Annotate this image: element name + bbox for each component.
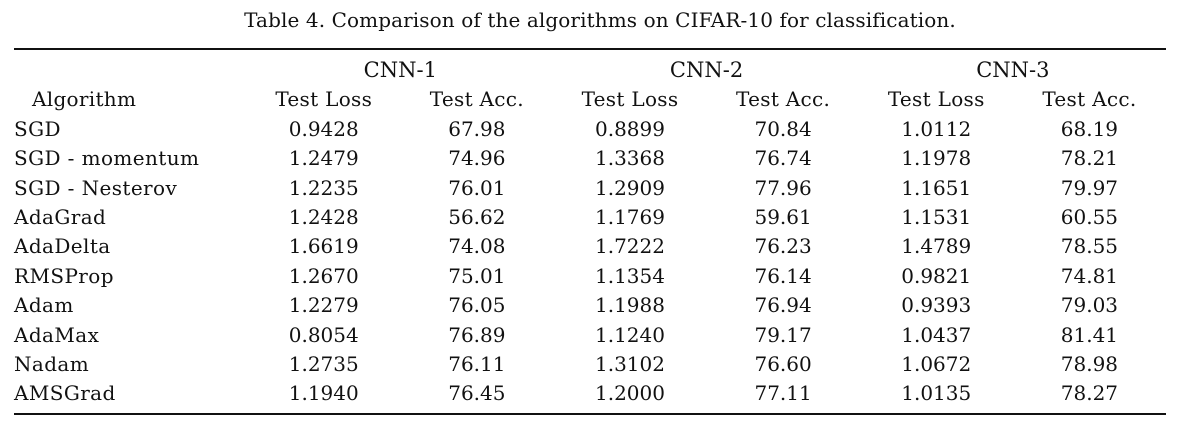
group-header-spacer [14,56,247,85]
value-cell: 1.1354 [595,263,665,288]
table-row [14,232,1166,261]
value-cell: 76.11 [448,352,506,377]
value-cell: 79.97 [1060,175,1119,200]
value-cell: 0.9393 [901,293,972,318]
value-cell: 1.2235 [288,175,359,200]
value-cell: 76.74 [754,146,812,171]
results-table [14,56,1166,409]
best-value-cell: 76.89 [448,322,506,347]
algorithm-cell: SGD - Nesterov [14,175,178,200]
value-cell: 68.19 [1060,116,1119,141]
column-header-test-loss: Test Loss [581,87,679,112]
table-row [14,379,1166,408]
value-cell: 1.0135 [901,381,972,406]
value-cell: 1.1769 [595,205,665,230]
value-cell: 74.96 [448,146,506,171]
algorithm-cell: Nadam [14,352,90,377]
algorithm-cell: RMSProp [14,263,114,288]
bottom-rule [14,413,1166,415]
value-cell: 1.3102 [595,352,665,377]
table-row [14,115,1166,144]
value-cell: 1.7222 [595,234,665,259]
value-cell: 1.1240 [595,322,665,347]
column-header-test-acc: Test Acc. [1042,87,1137,112]
value-cell: 1.2000 [595,381,665,406]
best-value-cell: 79.17 [754,322,812,347]
value-cell: 77.11 [754,381,812,406]
value-cell: 75.01 [448,263,506,288]
value-cell: 74.81 [1060,263,1119,288]
algorithm-cell: AMSGrad [14,381,116,406]
value-cell: 1.4789 [901,234,972,259]
value-cell: 78.27 [1060,381,1119,406]
group-header-row [14,56,1166,85]
top-rule [14,48,1166,50]
table-row [14,203,1166,232]
value-cell: 76.45 [448,381,506,406]
value-cell: 78.55 [1060,234,1119,259]
value-cell: 76.60 [754,352,812,377]
value-cell: 1.0672 [901,352,972,377]
value-cell: 76.94 [754,293,812,318]
value-cell: 1.0437 [901,322,972,347]
column-header-test-loss: Test Loss [887,87,985,112]
value-cell: 1.6619 [288,234,359,259]
table-row [14,321,1166,350]
value-cell: 78.21 [1060,146,1119,171]
group-header-cnn-2: CNN-2 [669,58,744,82]
column-header-test-acc: Test Acc. [736,87,831,112]
algorithm-cell: AdaDelta [14,234,111,259]
value-cell: 0.8899 [595,116,665,141]
value-cell: 1.2670 [288,263,359,288]
value-cell: 59.61 [754,205,812,230]
value-cell: 67.98 [448,116,506,141]
column-header-row [14,85,1166,114]
value-cell: 1.2735 [288,352,359,377]
value-cell: 74.08 [448,234,506,259]
algorithm-cell: Adam [14,293,74,318]
value-cell: 0.8054 [288,322,359,347]
value-cell: 56.62 [448,205,506,230]
group-header-cnn-3: CNN-3 [976,58,1050,82]
value-cell: 1.1651 [901,175,972,200]
value-cell: 60.55 [1060,205,1119,230]
value-cell: 1.3368 [595,146,665,171]
table-row [14,291,1166,320]
group-header-cnn-1: CNN-1 [363,58,437,82]
column-header-algorithm: Algorithm [32,87,137,112]
value-cell: 76.05 [448,293,506,318]
table-caption: Table 4. Comparison of the algorithms on CIFAR-10 for classification. [244,8,956,32]
value-cell: 1.1978 [901,146,972,171]
table-row [14,262,1166,291]
algorithm-cell: AdaGrad [14,205,107,230]
algorithm-cell: SGD - momentum [14,146,200,171]
value-cell: 1.1988 [595,293,665,318]
value-cell: 70.84 [754,116,812,141]
algorithm-cell: SGD [14,116,61,141]
value-cell: 77.96 [754,175,812,200]
table-row [14,144,1166,173]
value-cell: 76.14 [754,263,812,288]
value-cell: 1.2279 [288,293,359,318]
value-cell: 1.0112 [901,116,972,141]
value-cell: 1.2479 [288,146,359,171]
value-cell: 1.2909 [595,175,665,200]
value-cell: 76.01 [448,175,506,200]
value-cell: 0.9821 [901,263,972,288]
column-header-test-loss: Test Loss [275,87,373,112]
value-cell: 0.9428 [288,116,359,141]
value-cell: 76.23 [754,234,812,259]
best-value-cell: 81.41 [1060,322,1119,347]
column-header-test-acc: Test Acc. [429,87,524,112]
algorithm-cell: AdaMax [14,322,100,347]
value-cell: 1.2428 [288,205,359,230]
value-cell: 78.98 [1060,352,1119,377]
table-row [14,350,1166,379]
table-row [14,174,1166,203]
value-cell: 1.1940 [288,381,359,406]
value-cell: 79.03 [1060,293,1119,318]
value-cell: 1.1531 [901,205,972,230]
